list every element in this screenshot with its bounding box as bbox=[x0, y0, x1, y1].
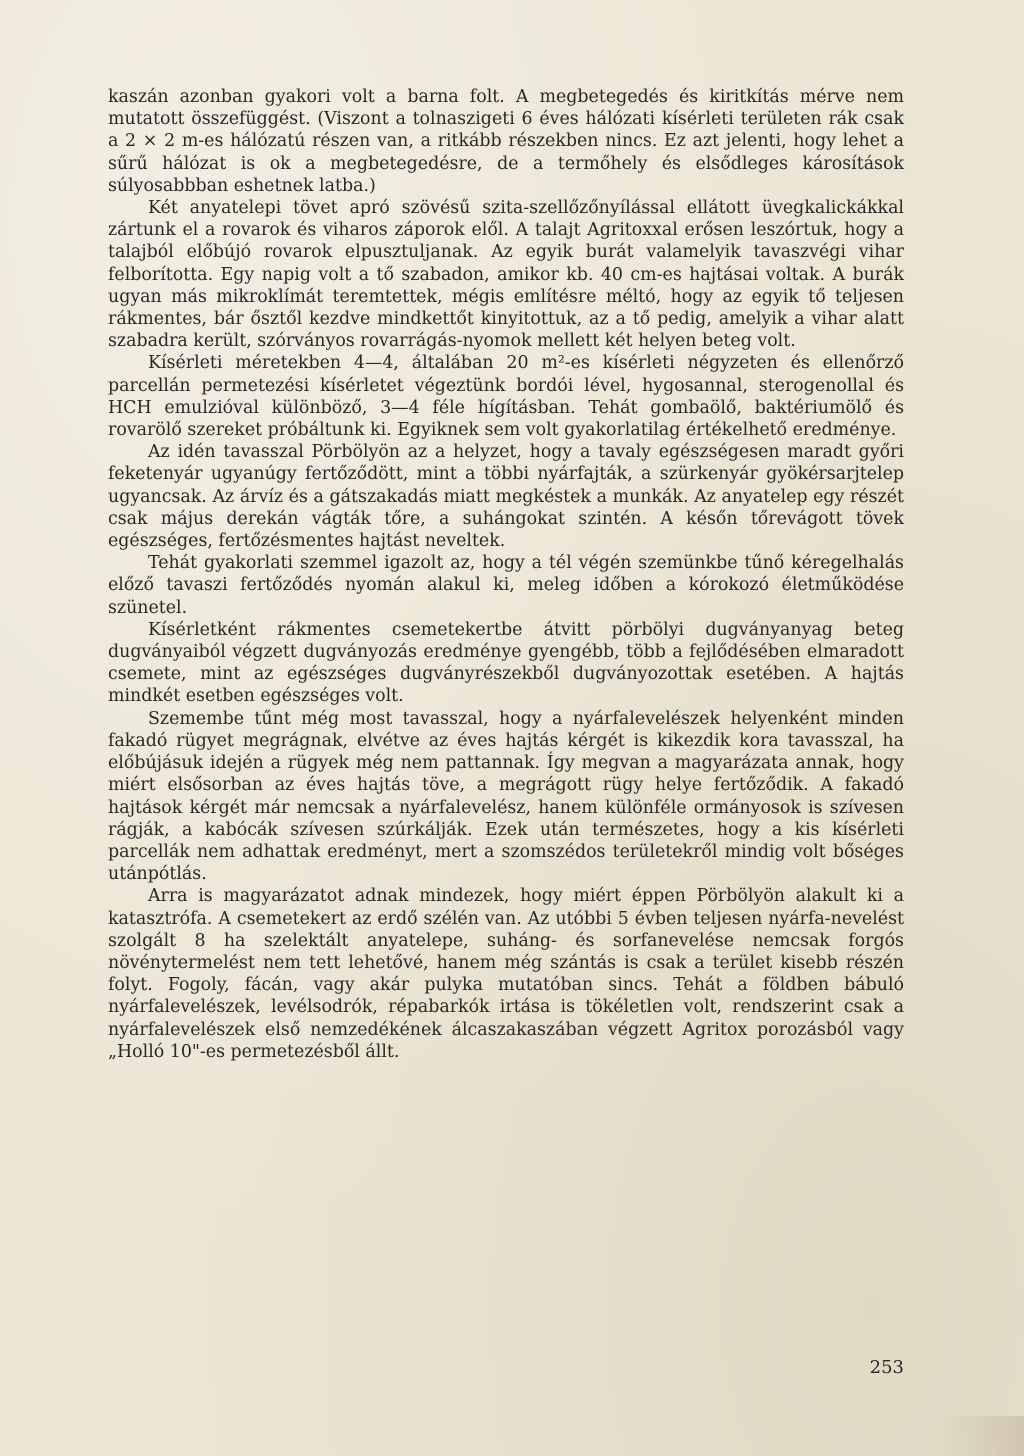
paragraph-5: Tehát gyakorlati szemmel igazolt az, hogy a tél végén szemünkbe tűnő kéregelhalás előző tavaszi fertőződés nyomán alakul ki, meleg időben a kórokozó életműködése szünetel. bbox=[108, 553, 904, 618]
paragraph-3: Kísérleti méretekben 4—4, általában 20 m²-es kísérleti négyzeten és ellenőrző parcellán permetezési kísérletet végeztünk bordói lével, hygosannal, sterogenollal és HCH emulzióval különböző, 3—4 féle hígításban. Tehát gombaölő, baktériumölő és rovarölő szereket próbáltunk ki. Egyiknek sem volt gyakorlatilag értékelhető eredménye. bbox=[108, 353, 904, 441]
paragraph-6: Kísérletként rákmentes csemetekertbe átvitt pörbölyi dugványanyag beteg dugványaiból végzett dugványozás eredménye gyengébb, több a fejlődésében elmaradott csemete, mint az egészséges dugványrészekből dugványozottak esetében. A hajtás mindkét esetben egészséges volt. bbox=[108, 619, 904, 707]
paper-stain bbox=[934, 1416, 1024, 1456]
paragraph-8: Arra is magyarázatot adnak mindezek, hogy miért éppen Pörbölyön alakult ki a katasztrófa. A csemetekert az erdő szélén van. Az utóbbi 5 évben teljesen nyárfa-nevelést szolgált 8 ha szelektált anyatelepe, suháng- és sorfanevelése nemcsak forgós növénytermelést nem tett lehetővé, hanem még szántás is csak a terület kisebb részén folyt. Fogoly, fácán, vagy akár pulyka mutatóban sincs. Tehát a földben bábuló nyárfalevelészek, levélsodrók, répabarkók irtása is tökéletlen volt, rendszerint csak a nyárfalevelészek első nemzedékének álcaszakaszában végzett Agritox porozásból vagy „Holló 10"-es permetezésből állt. bbox=[108, 886, 904, 1062]
paragraph-1: kaszán azonban gyakori volt a barna folt. A megbetegedés és kiritkítás mérve nem mutatott összefüggést. (Viszont a tolnaszigeti 6 éves hálózati kísérleti területen rák csak a 2 × 2 m-es hálózatú részen van, a ritkább részekben nincs. Ez azt jelenti, hogy lehet a sűrű hálózat is ok a megbetegedésre, de a termőhely és elsődleges károsítások súlyosabbban eshetnek latba.) bbox=[108, 87, 904, 196]
paragraph-4: Az idén tavasszal Pörbölyön az a helyzet, hogy a tavaly egészségesen maradt győri feketenyár ugyanúgy fertőződött, mint a többi nyárfajták, a szürkenyár gyökérsarjtelep ugyancsak. Az árvíz és a gátszakadás miatt megkéstek a munkák. Az anyatelep egy részét csak május derekán vágták tőre, a suhángokat szintén. A későn tőrevágott tövek egészséges, fertőzésmentes hajtást neveltek. bbox=[108, 442, 904, 552]
paragraph-7: Szemembe tűnt még most tavasszal, hogy a nyárfalevelészek helyenként minden fakadó rügyet megrágnak, elvétve az éves hajtás kérgét is kikezdik kora tavasszal, ha előbújásuk idején a rügyek még nem pattannak. Így megvan a magyarázata annak, hogy miért elsősorban az éves hajtás töve, a megrágott rügy helye fertőződik. A fakadó hajtások kérgét már nemcsak a nyárfalevelész, hanem különféle ormányosok is szívesen rágják, a kabócák szívesen szúrkálják. Ezek után természetes, hogy a kis kísérleti parcellák nem adhattak eredményt, mert a szomszédos területekről mindig volt bőséges utánpótlás. bbox=[108, 708, 904, 885]
paragraph-2: Két anyatelepi tövet apró szövésű szita-szellőzőnyílással ellátott üvegkalickákkal zártunk el a rovarok és viharos záporok elől. A talajt Agritoxxal erősen leszórtuk, hogy a talajból előbújó rovarok elpusztuljanak. Az egyik burát valamelyik tavaszvégi vihar felborította. Egy napig volt a tő szabadon, amikor kb. 40 cm-es hajtásai voltak. A burák ugyan más mikroklímát teremtettek, mégis említésre méltó, hogy az egyik tő teljesen rákmentes, bár ősztől kezdve mindkettőt kinyitottuk, az a tő pedig, amelyik a vihar alatt szabadra került, szórványos rovarrágás-nyomok mellett két helyen beteg volt. bbox=[108, 198, 904, 352]
page-number: 253 bbox=[869, 1357, 904, 1378]
body-text bbox=[108, 86, 904, 1063]
